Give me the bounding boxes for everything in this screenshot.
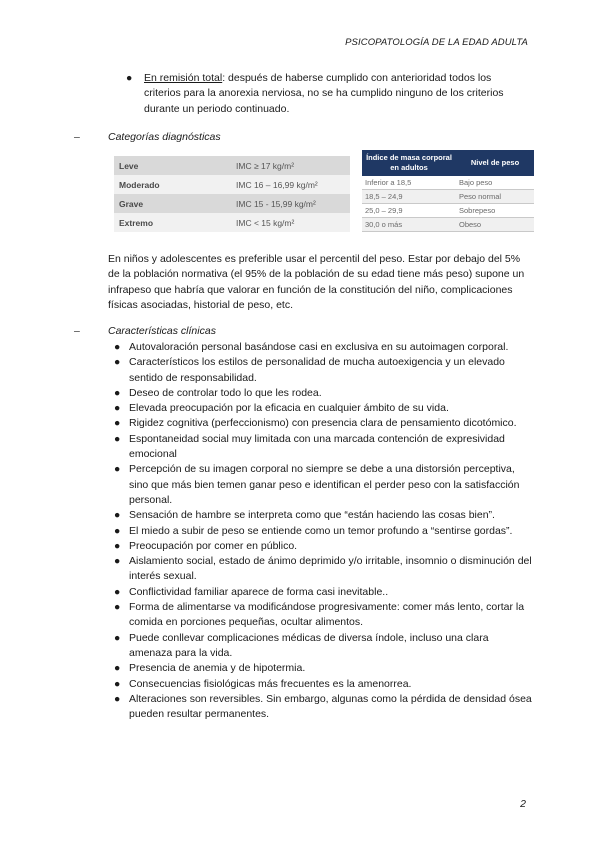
bullet-icon: ● (126, 72, 133, 84)
column-header-level: Nivel de peso (456, 150, 534, 176)
clinical-features-list (114, 340, 534, 722)
severity-value: IMC 15 - 15,99 kg/m² (231, 194, 350, 213)
list-item (114, 631, 534, 662)
remission-term: En remisión total (144, 72, 223, 84)
children-paragraph: En niños y adolescentes es preferible usar el percentil del peso. Estar por debajo del 5% de la población normativa (el 95% de la población de su edad tiene más peso) supone un infrapeso que habría que valorar en función de la constitución del niño, complicaciones físicas asociadas, historial de peso, etc. (108, 253, 525, 311)
bullet-icon: ● (114, 692, 121, 705)
list-item-text: Característicos los estilos de personalidad de mucha autoexigencia y un elevado sentido de responsabilidad. (129, 356, 505, 384)
dash-icon: – (74, 325, 80, 337)
table-row (114, 156, 350, 175)
bullet-icon: ● (114, 524, 121, 537)
bullet-icon: ● (114, 356, 121, 369)
bmi-range: 25,0 – 29,9 (362, 204, 456, 218)
severity-value: IMC 16 – 16,99 kg/m² (231, 175, 350, 194)
list-item-text: Preocupación por comer en público. (129, 539, 298, 552)
table-row (362, 190, 534, 204)
bullet-icon: ● (114, 585, 121, 598)
table-row (362, 176, 534, 190)
table-row (362, 204, 534, 218)
remission-text: : después de haberse cumplido con anterioridad todos los criterios para la anorexia nerviosa, no se ha cumplido ninguno de los criterios durante un periodo continuado. (144, 72, 504, 115)
bullet-icon: ● (114, 555, 121, 568)
bullet-icon: ● (114, 601, 121, 614)
clinical-heading-text: Características clínicas (108, 325, 216, 337)
list-item (114, 508, 534, 523)
categories-heading (74, 131, 221, 143)
list-item (114, 355, 534, 386)
list-item (114, 401, 534, 416)
table-row (114, 194, 350, 213)
list-item-text: Alteraciones son reversibles. Sin embargo, algunas como la pérdida de densidad ósea pueden resultar permanentes. (129, 692, 532, 721)
bmi-range: 30,0 o más (362, 218, 456, 232)
severity-label: Leve (114, 156, 231, 175)
list-item (114, 554, 534, 585)
bullet-icon: ● (114, 341, 121, 353)
list-item-text: Espontaneidad social muy limitada con una marcada contención de expresividad emocional (129, 432, 505, 461)
list-item-text: Forma de alimentarse va modificándose progresivamente: comer más lento, cortar la comida en porciones pequeñas, ocultar alimentos. (129, 601, 525, 629)
list-item (114, 416, 534, 431)
list-item-text: Percepción de su imagen corporal no siempre se debe a una distorsión perceptiva, sino que más bien temen ganar peso e identifican el perder peso con la satisfacción personal. (129, 463, 520, 506)
severity-value: IMC ≥ 17 kg/m² (231, 156, 350, 175)
clinical-heading (74, 325, 216, 337)
list-item (114, 539, 534, 554)
bullet-icon: ● (114, 386, 121, 399)
bmi-range: 18,5 – 24,9 (362, 190, 456, 204)
bullet-icon: ● (114, 463, 121, 476)
list-item-text: El miedo a subir de peso se entiende como un temor profundo a “sentirse gordas”. (129, 524, 513, 537)
severity-label: Grave (114, 194, 231, 213)
bullet-icon: ● (114, 631, 121, 644)
bullet-icon: ● (114, 662, 121, 675)
list-item (114, 692, 534, 723)
bullet-icon: ● (114, 402, 121, 415)
weight-level: Sobrepeso (456, 204, 534, 218)
list-item (114, 462, 534, 508)
list-item-text: Autovaloración personal basándose casi en exclusiva en su autoimagen corporal. (129, 341, 509, 353)
running-header: PSICOPATOLOGÍA DE LA EDAD ADULTA (345, 37, 528, 48)
list-item-text: Aislamiento social, estado de ánimo deprimido y/o irritable, insomnio o disminución del interés sexual. (129, 555, 532, 583)
list-item-text: Deseo de controlar todo lo que les rodea. (129, 386, 322, 399)
weight-level: Obeso (456, 218, 534, 232)
column-header-bmi: Índice de masa corporal en adultos (362, 150, 456, 176)
table-header-row (362, 150, 534, 176)
list-item (114, 600, 534, 631)
weight-level: Peso normal (456, 190, 534, 204)
list-item (114, 677, 534, 692)
list-item (114, 585, 534, 600)
severity-value: IMC < 15 kg/m² (231, 213, 350, 232)
list-item-text: Presencia de anemia y de hipotermia. (129, 662, 306, 675)
remission-bullet-item (126, 71, 526, 117)
list-item-text: Sensación de hambre se interpreta como que “están haciendo las cosas bien”. (129, 509, 495, 522)
bullet-icon: ● (114, 677, 121, 690)
table-row (362, 218, 534, 232)
table-row (114, 213, 350, 232)
list-item-text: Conflictividad familiar aparece de forma casi inevitable.. (129, 585, 389, 598)
list-item (114, 340, 534, 355)
bullet-icon: ● (114, 432, 121, 445)
dash-icon: – (74, 131, 80, 143)
list-item (114, 661, 534, 676)
page-number: 2 (520, 798, 526, 810)
list-item (114, 432, 534, 463)
weight-level: Bajo peso (456, 176, 534, 190)
list-item (114, 524, 534, 539)
categories-heading-text: Categorías diagnósticas (108, 131, 221, 143)
list-item (114, 386, 534, 401)
bmi-weight-table (362, 150, 534, 232)
bullet-icon: ● (114, 539, 121, 552)
bullet-icon: ● (114, 509, 121, 522)
severity-label: Moderado (114, 175, 231, 194)
list-item-text: Elevada preocupación por la eficacia en cualquier ámbito de su vida. (129, 402, 449, 415)
severity-label: Extremo (114, 213, 231, 232)
bullet-icon: ● (114, 417, 121, 430)
table-row (114, 175, 350, 194)
list-item-text: Consecuencias fisiológicas más frecuentes es la amenorrea. (129, 677, 412, 690)
bmi-range: Inferior a 18,5 (362, 176, 456, 190)
list-item-text: Puede conllevar complicaciones médicas de diversa índole, incluso una clara amenaza para la vida. (129, 631, 489, 659)
severity-table (114, 156, 350, 232)
list-item-text: Rigidez cognitiva (perfeccionismo) con presencia clara de pensamiento dicotómico. (129, 417, 517, 430)
